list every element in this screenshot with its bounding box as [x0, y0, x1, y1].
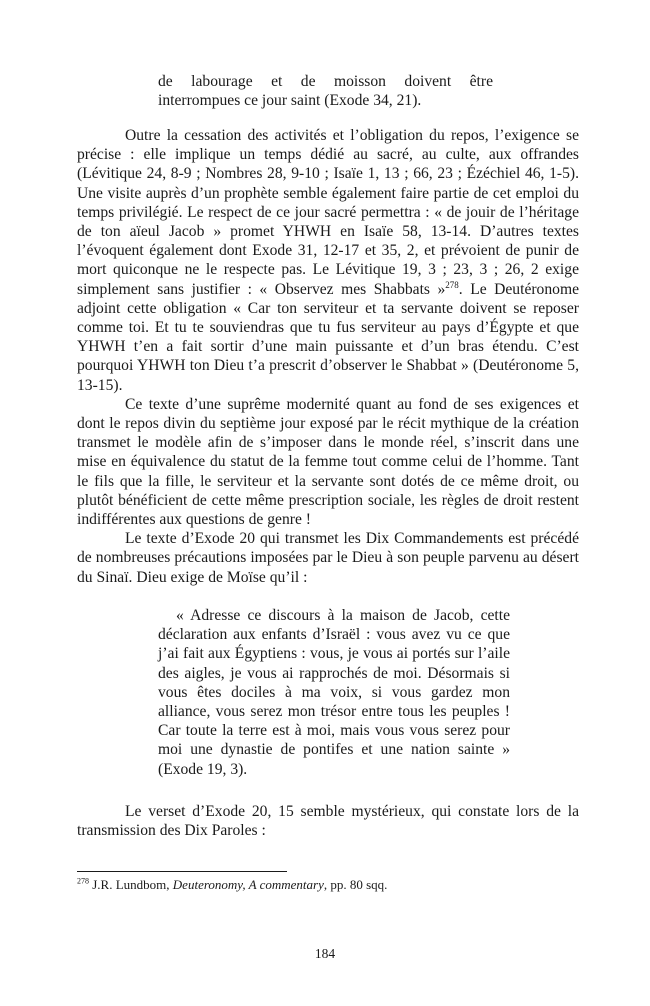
closing-text — [77, 802, 579, 840]
footnote — [77, 877, 579, 893]
block-quotation-text: « Adresse ce discours à la maison de Jacob, cette déclaration aux enfants d’Israël : vous avez vu ce que j’ai fait aux Égyptiens : vous, je vous ai portés sur l’aile des aigles, je vous ai rapprochés de moi. Désormais si vous êtes dociles à ma voix, si vous gardez mon alliance, vous serez mon trésor entre tous les peuples ! Car toute la terre est à moi, mais vous vous serez pour moi une dynastie de pontifes et une nation sainte » (Exode 19, 3). — [158, 607, 510, 778]
footnote-separator — [77, 871, 287, 872]
quotation-line-1: de labourage et de moisson doivent être — [158, 73, 493, 90]
page-number: 184 — [314, 946, 336, 961]
footnote-reference: 278 — [445, 279, 459, 290]
paragraph-1 — [77, 126, 579, 395]
paragraph-1-text-a: Outre la cessation des activités et l’obligation du repos, l’exigence se précise : elle implique un temps dédié au sacré, au culte, aux offrandes (Lévitique 24, 8-9 ; Nombres 28, 9-10 ; Isaïe 1, 13 ; 66, 23 ; Ézéchiel 46, 1-5). Une visite auprès d’un prophète semble également faire partie de cet emploi du temps privilégié. Le respect de ce jour sacré permettra : « de jouir de l’héritage de ton aïeul Jacob » promet YHWH en Isaïe 58, 13-14. D’autres textes l’évoquent également dont Exode 31, 12-17 et 35, 2, et prévoient de punir de mort quiconque ne le respecte pas. Le Lévitique 19, 3 ; 23, 3 ; 26, 2 exige simplement sans justifier : « Observez mes Shabbats » — [77, 127, 579, 298]
continued-quotation — [158, 72, 493, 110]
block-quotation — [158, 606, 510, 779]
footnote-pages: , pp. 80 sqq. — [323, 877, 388, 892]
paragraph-3: Le texte d’Exode 20 qui transmet les Dix Commandements est précédé de nombreuses précautions imposées par le Dieu à son peuple parvenu au désert du Sinaï. Dieu exige de Moïse qu’il : — [77, 530, 579, 586]
paragraph-4: Le verset d’Exode 20, 15 semble mystérieux, qui constate lors de la transmission des Dix Paroles : — [77, 803, 579, 840]
paragraph-2: Ce texte d’une suprême modernité quant au fond de ses exigences et dont le repos divin du septième jour exposé par le récit mythique de la création transmet le modèle afin de s’imposer dans le monde réel, s’inscrit dans une mise en équivalence du statut de la femme tout comme celui de l’homme. Tant le fils que la fille, le serviteur et la servante sont dotés de ce même droit, ou plutôt bénéficient de cette même prescription sociale, les règles de droit restent indifférentes aux questions de genre ! — [77, 395, 579, 529]
footnote-number: 278 — [77, 876, 89, 886]
footnote-title: Deuteronomy, A commentary — [172, 877, 324, 892]
paragraph-1-text-b: . Le Deutéronome adjoint cette obligation « Car ton serviteur et ta servante doivent se reposer comme toi. Et tu te souviendras que tu fus serviteur au pays d’Égypte et que YHWH t’en a fait sortir d’une main puissante et d’un bras étendu. C’est pourquoi YHWH ton Dieu t’a prescrit d’observer le Shabbat » (Deutéronome 5, 13-15). — [77, 280, 579, 394]
quotation-line-2: interrompues ce jour saint (Exode 34, 21). — [158, 92, 422, 110]
footnote-author: J.R. Lundbom, — [92, 877, 173, 892]
main-text — [77, 126, 579, 587]
